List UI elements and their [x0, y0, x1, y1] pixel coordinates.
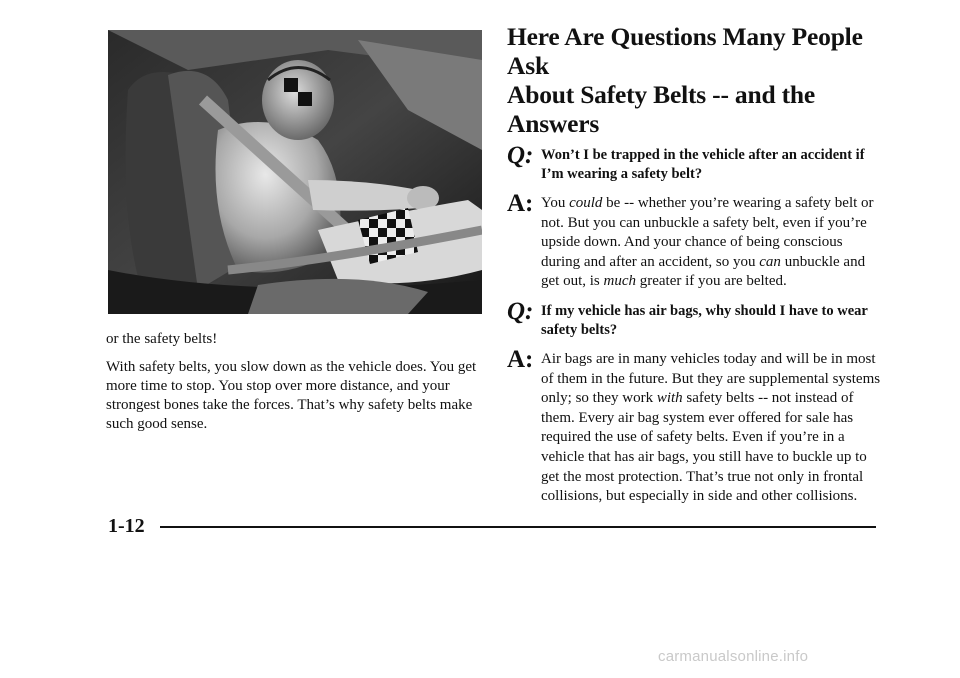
question-marker: Q:: [507, 297, 534, 325]
answer-1-text: You could be -- whether you’re wearing a safety belt or not. But you can unbuckle a safety belt, even if you’re upside down. And your chance of being conscious during and after an accident, so you can unbuckle and get out, is much greater if you are belted.: [541, 195, 874, 290]
section-heading: [507, 22, 883, 138]
question-marker: Q:: [507, 142, 534, 169]
right-column: [507, 22, 883, 517]
answer-marker: A:: [507, 345, 534, 373]
site-watermark: carmanualsonline.info: [658, 648, 809, 665]
left-column-text: [106, 330, 486, 443]
question-1: [507, 142, 883, 184]
question-2: [507, 297, 883, 340]
question-1-text: Won’t I be trapped in the vehicle after an accident if I’m wearing a safety belt?: [541, 147, 865, 182]
section-heading-line-1: Here Are Questions Many People Ask: [507, 22, 863, 80]
crash-test-dummy-photo: [108, 30, 482, 314]
answer-marker: A:: [507, 190, 534, 217]
answer-2: [507, 345, 883, 507]
answer-2-text: Air bags are in many vehicles today and will be in most of them in the future. But they are supplemental systems only; so they work with safety belts -- not instead of them. Every air bag system ever offered for sale has required the use of safety belts. Even if you’re in a vehicle that has air bags, you still have to buckle up to get the most protection. That’s true not only in frontal collisions, but especially in side and other collisions.: [541, 350, 881, 505]
page-number: 1-12: [108, 515, 145, 537]
crash-test-dummy-illustration: [108, 30, 482, 314]
left-paragraph-continuation: or the safety belts!: [106, 331, 218, 347]
answer-1: [507, 190, 883, 292]
section-heading-line-2: About Safety Belts -- and the Answers: [507, 80, 815, 138]
footer-rule: [160, 526, 876, 528]
left-paragraph-explanation: With safety belts, you slow down as the vehicle does. You get more time to stop. You stop over more distance, and your strongest bones take the forces. That’s why safety belts make such good sense.: [106, 359, 477, 432]
question-2-text: If my vehicle has air bags, why should I have to wear safety belts?: [541, 302, 868, 338]
